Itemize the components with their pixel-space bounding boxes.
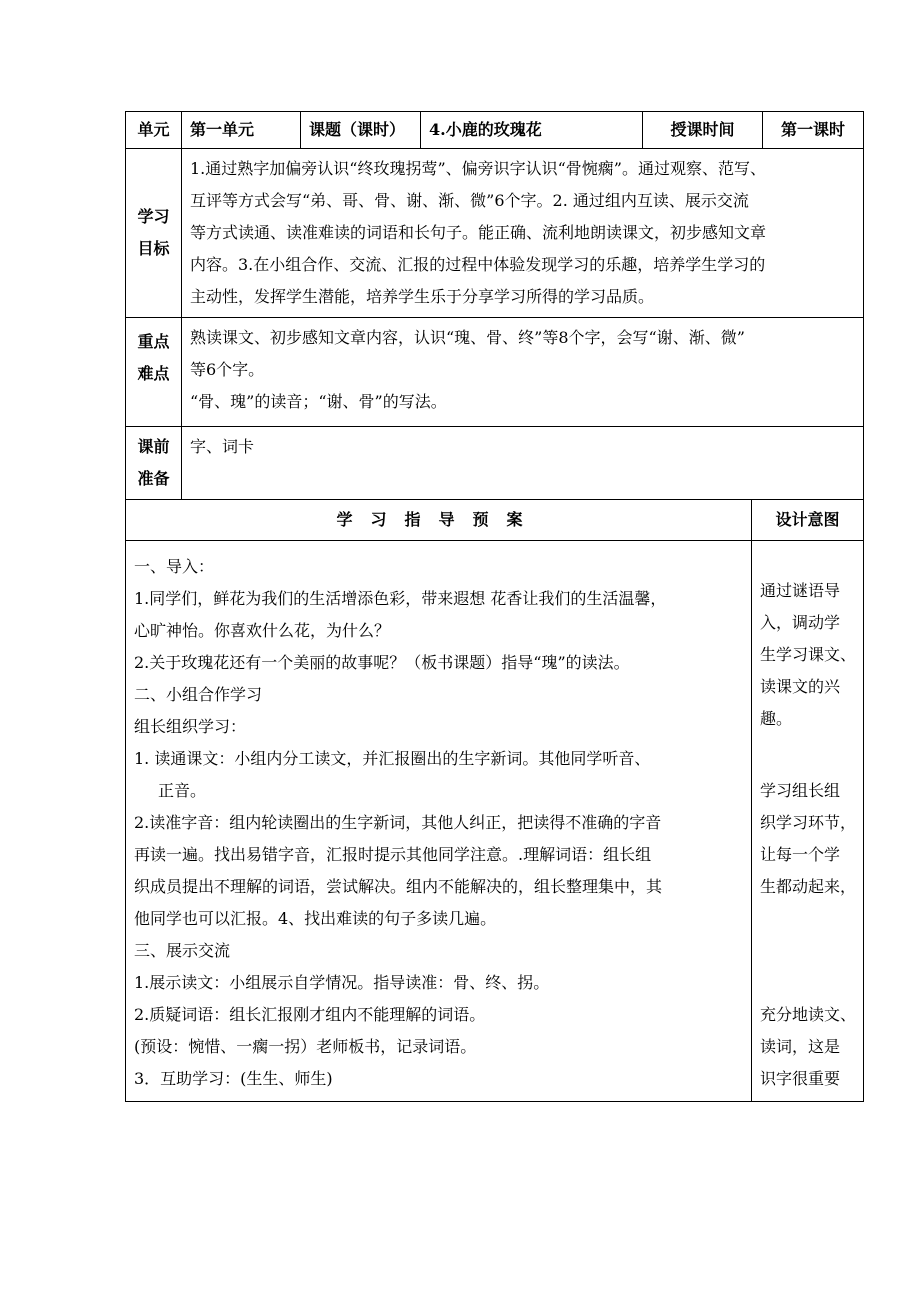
unit-label: 单元 — [126, 112, 182, 149]
lesson-plan-document — [125, 111, 863, 1102]
plan-title: 学习指导预案 — [126, 500, 752, 541]
objectives-row — [126, 149, 864, 318]
lesson-info-table — [125, 111, 864, 500]
header-row — [126, 112, 864, 149]
plan-header-row — [126, 500, 864, 541]
time-value: 第一课时 — [763, 112, 864, 149]
topic-value: 4.小鹿的玫瑰花 — [421, 112, 643, 149]
unit-value: 第一单元 — [182, 112, 301, 149]
preparation-label: 课前 准备 — [126, 427, 182, 500]
key-points-row — [126, 318, 864, 427]
objectives-label: 学习 目标 — [126, 149, 182, 318]
design-intent-content: 通过谜语导 入，调动学 生学习课文、 读课文的兴 趣。 学习组长组 织学习环节， 让每一个学 生都动起来， 充分地读文、 读词，这是 识字很重要 — [752, 541, 864, 1102]
preparation-text: 字、词卡 — [182, 427, 864, 500]
time-label: 授课时间 — [643, 112, 763, 149]
key-points-label: 重点 难点 — [126, 318, 182, 427]
design-intent-title: 设计意图 — [752, 500, 864, 541]
preparation-row — [126, 427, 864, 500]
plan-content: 一、导入： 1.同学们，鲜花为我们的生活增添色彩，带来遐想 花香让我们的生活温馨， 心旷神怡。你喜欢什么花，为什么？ 2.关于玫瑰花还有一个美丽的故事呢？（板书课题）指导“瑰”的读法。 二、小组合作学习 组长组织学习： 1. 读通课文：小组内分工读文，并汇报圈出的生字新词。其他同学听音、 正音。 2.读准字音：组内轮读圈出的生字新词，其他人纠正，把读得不准确的字音 再读一遍。找出易错字音，汇报时提示其他同学注意。.理解词语：组长组 织成员提出不理解的词语，尝试解决。组内不能解决的，组长整理集中，其 他同学也可以汇报。4、找出难读的句子多读几遍。 三、展示交流 1.展示读文：小组展示自学情况。指导读准：骨、终、拐。 2.质疑词语：组长汇报刚才组内不能理解的词语。 (预设：惋惜、一瘸一拐）老师板书，记录词语。 3．互助学习：(生生、师生) — [126, 541, 752, 1102]
objectives-text: 1.通过熟字加偏旁认识“终玫瑰拐莺”、偏旁识字认识“骨惋瘸”。通过观察、范写、 互评等方式会写“弟、哥、骨、谢、渐、微”6个字。2. 通过组内互读、展示交流 等方式读通、读准难读的词语和长句子。能正确、流利地朗读课文，初步感知文章 内容。3.在小组合作、交流、汇报的过程中体验发现学习的乐趣，培养学生学习的 主动性，发挥学生潜能，培养学生乐于分享学习所得的学习品质。 — [182, 149, 864, 318]
key-points-text: 熟读课文、初步感知文章内容，认识“瑰、骨、终”等8个字，会写“谢、渐、微” 等6个字。 “骨、瑰”的读音；“谢、骨”的写法。 — [182, 318, 864, 427]
topic-label: 课题（课时） — [301, 112, 421, 149]
plan-body-row — [126, 541, 864, 1102]
plan-table — [125, 499, 864, 1102]
